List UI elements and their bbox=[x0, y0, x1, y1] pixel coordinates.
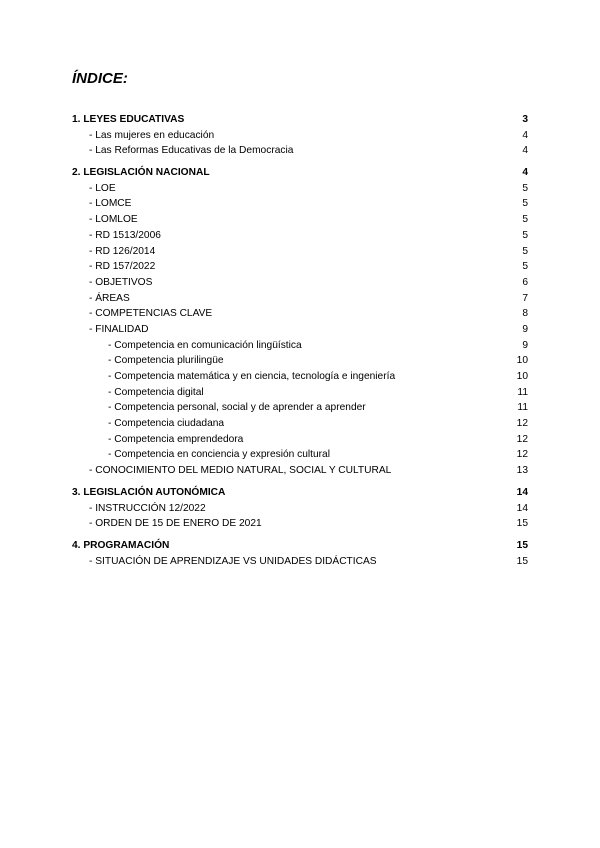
toc-page-number: 7 bbox=[522, 292, 528, 304]
toc-subentry bbox=[72, 353, 528, 369]
toc-entry bbox=[72, 181, 528, 197]
toc-page-number: 15 bbox=[516, 555, 528, 567]
toc-page-number: 10 bbox=[516, 371, 528, 382]
toc-entry bbox=[72, 228, 528, 244]
toc-entry-text: - Competencia matemática y en ciencia, tecnología e ingeniería bbox=[108, 371, 396, 382]
toc-entry-text: - Las Reformas Educativas de la Democracia bbox=[89, 145, 294, 157]
toc-page-number: 4 bbox=[522, 167, 528, 179]
toc-page-number: 12 bbox=[516, 418, 528, 430]
table-of-contents bbox=[72, 112, 528, 569]
toc-entry bbox=[72, 259, 528, 275]
toc-page-number: 8 bbox=[522, 308, 528, 320]
toc-page-number: 4 bbox=[522, 145, 528, 157]
toc-page-number: 11 bbox=[517, 386, 528, 398]
toc-entry bbox=[72, 516, 528, 532]
toc-entry-text: - Competencia plurilingüe bbox=[108, 355, 224, 367]
toc-section bbox=[72, 485, 528, 501]
toc-entry bbox=[72, 196, 528, 212]
toc-subentry bbox=[72, 338, 528, 354]
toc-section bbox=[72, 538, 528, 554]
toc-entry-text: - RD 126/2014 bbox=[89, 245, 156, 257]
toc-entry bbox=[72, 128, 528, 144]
toc-entry bbox=[72, 291, 528, 307]
toc-entry-text: - Competencia emprendedora bbox=[108, 433, 244, 445]
toc-entry bbox=[72, 143, 528, 159]
toc-page-number: 14 bbox=[516, 502, 528, 514]
toc-entry-text: - INSTRUCCIÓN 12/2022 bbox=[89, 502, 206, 514]
toc-page-number: 14 bbox=[516, 486, 528, 498]
toc-page-number: 5 bbox=[522, 182, 528, 194]
toc-entry-text: - ÁREAS bbox=[89, 292, 130, 304]
toc-page-number: 15 bbox=[516, 518, 528, 530]
toc-page-number: 5 bbox=[522, 229, 528, 241]
toc-subentry bbox=[72, 447, 528, 463]
toc-entry-text: - Las mujeres en educación bbox=[89, 129, 215, 141]
toc-page-number: 9 bbox=[522, 339, 528, 351]
toc-entry-text: - Competencia personal, social y de aprender a aprender bbox=[108, 402, 366, 414]
toc-page-number: 5 bbox=[522, 261, 528, 273]
toc-entry-text: - RD 1513/2006 bbox=[89, 229, 161, 241]
toc-entry-text: - LOMCE bbox=[89, 198, 132, 210]
toc-page-number: 5 bbox=[522, 245, 528, 257]
toc-subentry bbox=[72, 432, 528, 448]
toc-entry-text: - Competencia ciudadana bbox=[108, 418, 225, 430]
toc-page-number: 9 bbox=[522, 323, 528, 335]
toc-page-number: 13 bbox=[516, 465, 528, 477]
toc-subentry bbox=[72, 369, 528, 385]
toc-entry-text: - FINALIDAD bbox=[89, 323, 149, 335]
toc-entry-text: 2. LEGISLACIÓN NACIONAL bbox=[72, 167, 210, 179]
toc-entry bbox=[72, 275, 528, 291]
toc-entry bbox=[72, 212, 528, 228]
toc-entry-text: - Competencia en comunicación lingüística bbox=[108, 339, 302, 351]
toc-page-number: 5 bbox=[522, 214, 528, 226]
toc-page-number: 12 bbox=[516, 433, 528, 445]
toc-page-number: 10 bbox=[516, 355, 528, 367]
toc-entry-text: - COMPETENCIAS CLAVE bbox=[89, 308, 213, 320]
toc-subentry bbox=[72, 400, 528, 416]
toc-entry-text: - LOE bbox=[89, 182, 116, 194]
toc-page-number: 11 bbox=[517, 402, 528, 414]
toc-subentry bbox=[72, 416, 528, 432]
toc-entry bbox=[72, 306, 528, 322]
toc-entry-text: 1. LEYES EDUCATIVAS bbox=[72, 114, 185, 125]
toc-entry-text: - LOMLOE bbox=[89, 214, 138, 226]
toc-page-number: 3 bbox=[522, 114, 528, 125]
toc-entry-text: 4. PROGRAMACIÓN bbox=[72, 539, 170, 551]
toc-entry-text: - CONOCIMIENTO DEL MEDIO NATURAL, SOCIAL Y CULTURAL bbox=[89, 465, 392, 477]
toc-entry-text: - Competencia en conciencia y expresión cultural bbox=[108, 449, 330, 461]
toc-entry-text: - Competencia digital bbox=[108, 386, 204, 398]
toc-entry-text: - ORDEN DE 15 DE ENERO DE 2021 bbox=[89, 518, 262, 530]
toc-page-number: 6 bbox=[522, 276, 528, 288]
toc-section bbox=[72, 165, 528, 181]
toc-subentry bbox=[72, 385, 528, 401]
toc-entry bbox=[72, 501, 528, 517]
toc-page-number: 15 bbox=[516, 539, 528, 551]
toc-entry-text: - SITUACIÓN DE APRENDIZAJE VS UNIDADES DIDÁCTICAS bbox=[89, 555, 377, 567]
toc-entry bbox=[72, 244, 528, 260]
index-title: ÍNDICE: bbox=[72, 70, 128, 87]
toc-page-number: 4 bbox=[522, 129, 528, 141]
toc-page-number: 12 bbox=[516, 449, 528, 461]
toc-entry-text: 3. LEGISLACIÓN AUTONÓMICA bbox=[72, 486, 226, 498]
toc-entry bbox=[72, 322, 528, 338]
toc-entry-text: - RD 157/2022 bbox=[89, 261, 156, 273]
toc-entry bbox=[72, 463, 528, 479]
toc-entry bbox=[72, 554, 528, 570]
toc-section bbox=[72, 112, 528, 128]
toc-entry-text: - OBJETIVOS bbox=[89, 276, 153, 288]
toc-page-number: 5 bbox=[522, 198, 528, 210]
